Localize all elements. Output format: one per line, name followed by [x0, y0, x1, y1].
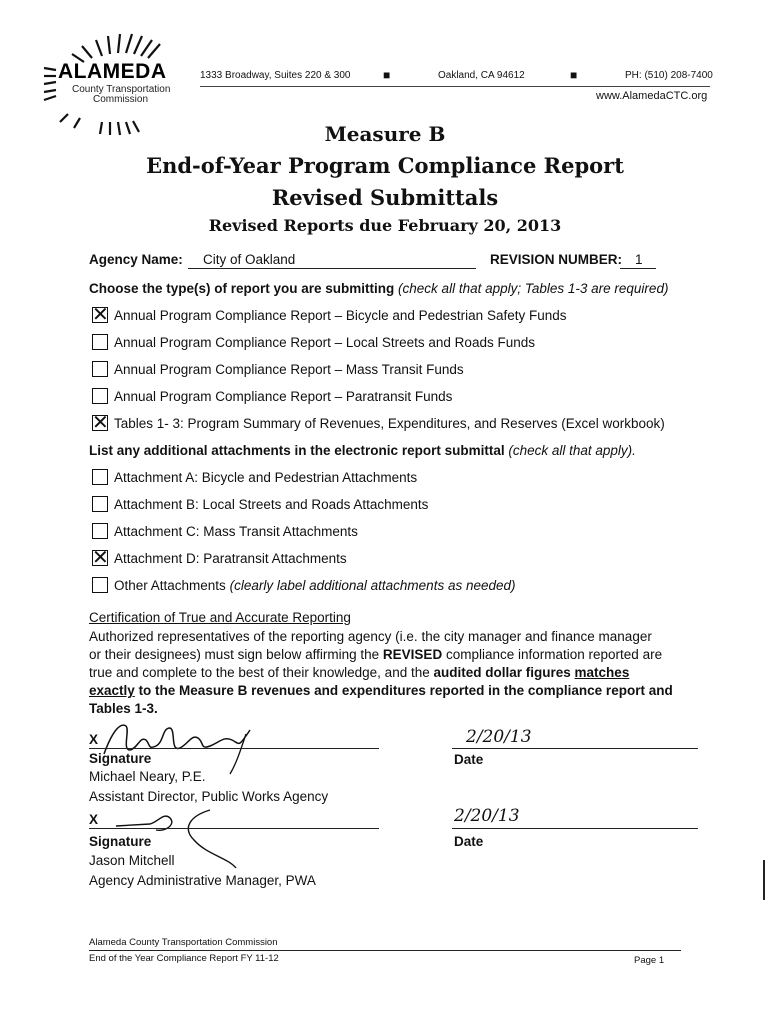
- report-type-label: Tables 1- 3: Program Summary of Revenues, Expenditures, and Reserves (Excel workbook): [114, 416, 665, 431]
- date-label-2: Date: [454, 834, 484, 849]
- attachment-checkbox-b[interactable]: [92, 496, 108, 512]
- logo-name: ALAMEDA: [58, 60, 167, 83]
- checkbox-x-mark: ✕: [92, 410, 109, 434]
- cert-line4: [89, 682, 689, 700]
- header-address: 1333 Broadway, Suites 220 & 300: [200, 70, 351, 81]
- footer-page-number: Page 1: [634, 955, 665, 966]
- title-due-date: Revised Reports due February 20, 2013: [208, 216, 562, 235]
- header-rule: [200, 86, 710, 87]
- cert-line2: [89, 646, 689, 664]
- cert-line2-end: compliance information reported are: [445, 647, 663, 662]
- cert-line2-text: or their designees) must sign below affirming the: [89, 647, 380, 662]
- title-line2: End-of-Year Program Compliance Report: [146, 153, 624, 178]
- report-type-checkbox-local-streets[interactable]: [92, 334, 108, 350]
- attachment-label: Attachment D: Paratransit Attachments: [114, 551, 347, 566]
- agency-name-label: Agency Name:: [89, 252, 183, 267]
- attachment-other-label: Other Attachments: [114, 578, 226, 593]
- attachment-label: Attachment C: Mass Transit Attachments: [114, 524, 358, 539]
- attachments-heading-note: (check all that apply).: [508, 443, 636, 458]
- cert-line1: Authorized representatives of the reporting agency (i.e. the city manager and finance manager: [89, 629, 652, 644]
- date-handwritten-1: 2/20/13: [466, 727, 532, 747]
- report-types-heading: [89, 281, 668, 297]
- header-phone: PH: (510) 208-7400: [625, 70, 713, 81]
- revision-number-label: REVISION NUMBER:: [490, 252, 623, 267]
- report-type-checkbox-mass-transit[interactable]: [92, 361, 108, 377]
- scan-edge-mark: [763, 860, 765, 900]
- attachment-other-note: (clearly label additional attachments as needed): [229, 578, 516, 593]
- cert-line3-underline: matches: [574, 665, 630, 680]
- logo-subtitle-line1: County Transportation: [72, 84, 171, 95]
- attachment-label: Attachment A: Bicycle and Pedestrian Attachments: [114, 470, 418, 485]
- attachment-label: Attachment B: Local Streets and Roads Attachments: [114, 497, 429, 512]
- title-line3: Revised Submittals: [271, 185, 499, 210]
- cert-line5: Tables 1-3.: [89, 701, 158, 716]
- signer-name-1: Michael Neary, P.E.: [89, 769, 206, 784]
- report-type-checkbox-tables[interactable]: [92, 410, 109, 434]
- report-type-checkbox-paratransit[interactable]: [92, 388, 108, 404]
- header-city: Oakland, CA 94612: [438, 70, 525, 81]
- attachment-label: [114, 578, 516, 594]
- attachment-checkbox-a[interactable]: [92, 469, 108, 485]
- report-types-heading-text: Choose the type(s) of report you are submitting: [89, 281, 395, 296]
- signature-x-mark: X: [89, 732, 99, 747]
- signature-label-1: Signature: [89, 751, 152, 766]
- report-type-label: Annual Program Compliance Report – Paratransit Funds: [114, 389, 453, 404]
- signature-label-2: Signature: [89, 834, 152, 849]
- certification-heading: Certification of True and Accurate Reporting: [89, 610, 351, 625]
- cert-line2-bold: REVISED: [382, 647, 443, 662]
- report-type-label: Annual Program Compliance Report – Bicycle and Pedestrian Safety Funds: [114, 308, 567, 323]
- signature-line-1[interactable]: [89, 748, 379, 749]
- report-type-label: Annual Program Compliance Report – Mass Transit Funds: [114, 362, 464, 377]
- attachment-checkbox-d[interactable]: [92, 545, 109, 569]
- header-bullet: ■: [570, 68, 578, 82]
- report-type-checkbox-bike-ped[interactable]: [92, 302, 109, 326]
- signature-x-mark: X: [89, 812, 99, 827]
- attachments-heading-text: List any additional attachments in the electronic report submittal: [89, 443, 505, 458]
- signer-title-2: Agency Administrative Manager, PWA: [89, 873, 316, 888]
- signature-line-2[interactable]: [89, 828, 379, 829]
- date-line-1[interactable]: [452, 748, 698, 749]
- title-line1: Measure B: [324, 122, 446, 146]
- cert-line3-bold: audited dollar figures: [433, 665, 571, 680]
- signer-name-2: Jason Mitchell: [89, 853, 175, 868]
- cert-line3: [89, 664, 689, 682]
- attachments-heading: [89, 443, 636, 459]
- cert-line4-text: to the Measure B revenues and expenditures reported in the compliance report and: [138, 683, 673, 698]
- agency-name-value: City of Oakland: [203, 252, 296, 267]
- date-line-2[interactable]: [452, 828, 698, 829]
- attachment-checkbox-other[interactable]: [92, 577, 108, 593]
- checkbox-x-mark: ✕: [92, 302, 109, 326]
- header-website: www.AlamedaCTC.org: [596, 90, 708, 102]
- revision-number-value: 1: [635, 252, 643, 267]
- footer-report: End of the Year Compliance Report FY 11-12: [89, 953, 279, 964]
- footer-org: Alameda County Transportation Commission: [89, 937, 278, 948]
- cert-line4-underline: exactly: [89, 683, 135, 698]
- date-handwritten-2: 2/20/13: [454, 806, 520, 826]
- date-label-1: Date: [454, 752, 484, 767]
- revision-number-field[interactable]: [620, 268, 656, 269]
- cert-line3-text: true and complete to the best of their knowledge, and the: [89, 665, 430, 680]
- agency-name-field[interactable]: [188, 268, 476, 269]
- report-type-label: Annual Program Compliance Report – Local Streets and Roads Funds: [114, 335, 535, 350]
- attachment-checkbox-c[interactable]: [92, 523, 108, 539]
- report-types-heading-note: (check all that apply; Tables 1-3 are required): [398, 281, 669, 296]
- logo-subtitle-line2: Commission: [93, 94, 149, 105]
- certification-paragraph: [89, 628, 689, 718]
- footer-rule: [89, 950, 681, 951]
- checkbox-x-mark: ✕: [92, 545, 109, 569]
- signer-title-1: Assistant Director, Public Works Agency: [89, 789, 329, 804]
- header-bullet: ■: [383, 68, 391, 82]
